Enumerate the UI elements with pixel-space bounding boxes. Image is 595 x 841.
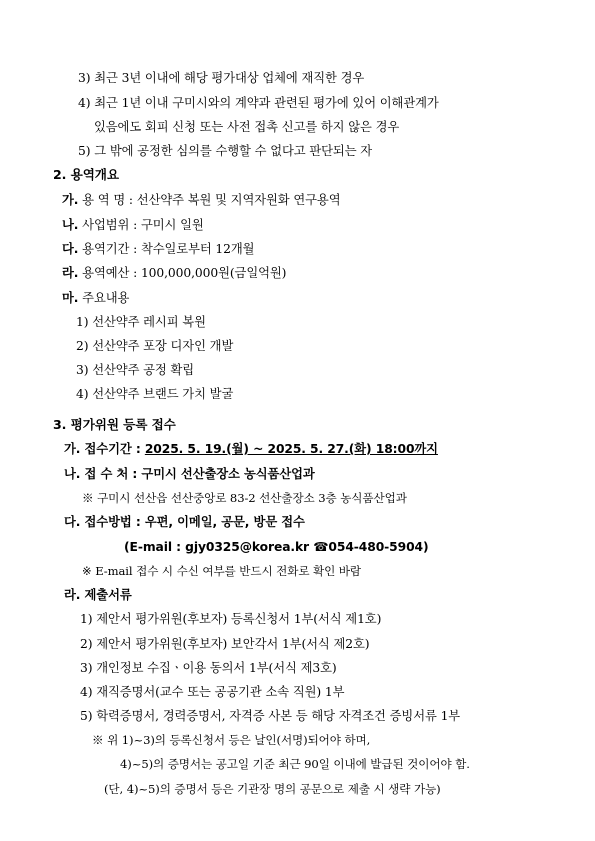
content-item: 3) 선산약주 공정 확립 [76,363,195,377]
section-heading-registration: 3. 평가위원 등록 접수 [53,417,176,432]
doc-item: 3) 개인정보 수집ㆍ이용 동의서 1부(서식 제3호) [80,661,337,675]
period-label: 가. 접수기간 : [64,442,145,456]
exclusion-item-3: 3) 최근 3년 이내에 해당 평가대상 업체에 재직한 경우 [78,71,365,85]
registration-place: 나. 접 수 처 : 구미시 선산출장소 농식품산업과 [64,467,315,481]
exclusion-item-4-cont: 있음에도 회피 신청 또는 사전 접촉 신고를 하지 않은 경우 [94,120,400,134]
doc-item: 5) 학력증명서, 경력증명서, 자격증 사본 등 해당 자격조건 증빙서류 1부 [80,709,461,723]
overview-item-text: 주요내용 [82,291,130,305]
docs-note: 4)~5)의 증명서는 공고일 기준 최근 90일 이내에 발급된 것이어야 함. [120,757,470,771]
overview-item-label: 가. [62,193,79,207]
period-value: 2025. 5. 19.(월) ~ 2025. 5. 27.(화) 18:00까지 [144,442,438,456]
docs-note: (단, 4)~5)의 증명서 등은 기관장 명의 공문으로 제출 시 생략 가능) [104,782,441,796]
overview-item [62,265,286,281]
overview-item-label: 다. [62,242,79,256]
registration-period [64,441,438,457]
content-item: 4) 선산약주 브랜드 가치 발굴 [76,387,234,401]
overview-item [62,290,129,306]
content-item: 1) 선산약주 레시피 복원 [76,315,206,329]
content-item: 2) 선산약주 포장 디자인 개발 [76,339,234,353]
overview-item [62,217,204,233]
docs-note: ※ 위 1)~3)의 등록신청서 등은 날인(서명)되어야 하며, [92,733,371,747]
registration-email-note: ※ E-mail 접수 시 수신 여부를 반드시 전화로 확인 바람 [82,564,361,578]
overview-item-text: 용역기간 : 착수일로부터 12개월 [82,242,255,256]
section-heading-overview: 2. 용역개요 [53,167,119,182]
overview-item-text: 사업범위 : 구미시 일원 [82,218,204,232]
overview-item-text: 용 역 명 : 선산약주 복원 및 지역자원화 연구용역 [82,193,341,207]
registration-email: (E-mail : gjy0325@korea.kr ☎054-480-5904) [124,540,429,554]
overview-item-label: 나. [62,218,79,232]
docs-heading: 라. 제출서류 [64,588,132,602]
overview-item [62,241,254,257]
doc-item: 4) 재직증명서(교수 또는 공공기관 소속 직원) 1부 [80,685,345,699]
overview-item-label: 마. [62,291,79,305]
registration-place-note: ※ 구미시 선산읍 선산중앙로 83-2 선산출장소 3층 농식품산업과 [82,491,407,505]
exclusion-item-5: 5) 그 밖에 공정한 심의를 수행할 수 없다고 판단되는 자 [78,144,373,158]
doc-item: 2) 제안서 평가위원(후보자) 보안각서 1부(서식 제2호) [80,637,370,651]
overview-item [62,192,340,208]
doc-item: 1) 제안서 평가위원(후보자) 등록신청서 1부(서식 제1호) [80,612,382,626]
overview-item-label: 라. [62,266,79,280]
exclusion-item-4: 4) 최근 1년 이내 구미시와의 계약과 관련된 평가에 있어 이해관계가 [78,96,439,110]
registration-method: 다. 접수방법 : 우편, 이메일, 공문, 방문 접수 [64,515,305,529]
overview-item-text: 용역예산 : 100,000,000원(금일억원) [82,266,287,280]
